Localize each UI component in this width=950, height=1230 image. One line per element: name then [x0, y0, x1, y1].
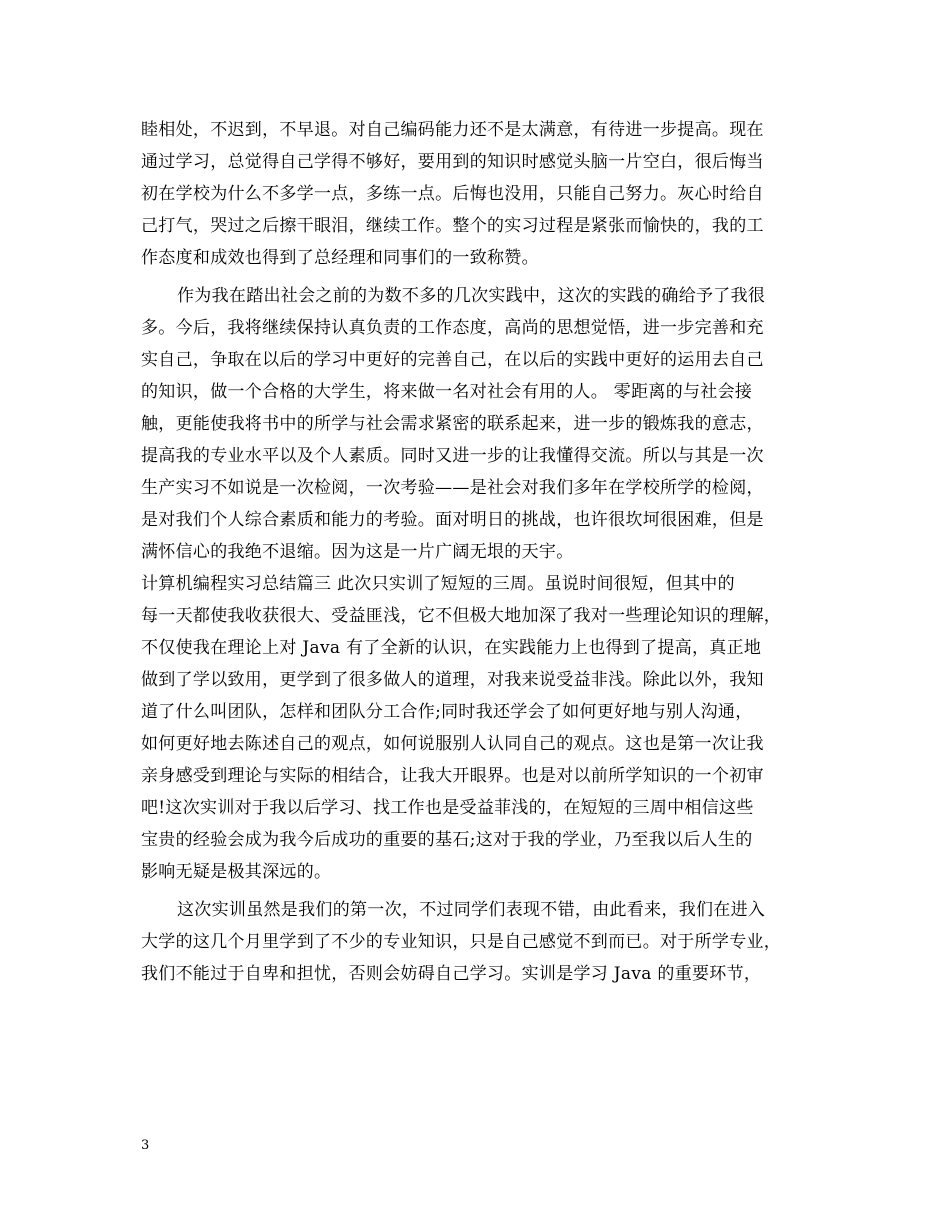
text-line: 己打气，哭过之后擦干眼泪，继续工作。整个的实习过程是紧张而愉快的，我的工	[141, 216, 764, 236]
text-line: 作态度和成效也得到了总经理和同事们的一致称赞。	[141, 248, 539, 268]
text-line: 触，更能使我将书中的所学与社会需求紧密的联系起来，进一步的锻炼我的意志，	[141, 414, 764, 434]
text-line: 吧!这次实训对于我以后学习、找工作也是受益菲浅的，在短短的三周中相信这些	[141, 798, 754, 818]
body-text	[141, 114, 821, 990]
text-line: 做到了学以致用，更学到了很多做人的道理，对我来说受益非浅。除此以外，我知	[141, 670, 764, 690]
text-line: 睦相处，不迟到，不早退。对自己编码能力还不是太满意，有待进一步提高。现在	[141, 120, 764, 140]
text-line: 影响无疑是极其深远的。	[141, 862, 332, 882]
text-line: 是对我们个人综合素质和能力的考验。面对明日的挑战，也许很坎坷很困难，但是	[141, 510, 764, 530]
text-line: 计算机编程实习总结篇三 此次只实训了短短的三周。虽说时间很短，但其中的	[141, 574, 735, 594]
text-line: 的知识，做一个合格的大学生，将来做一名对社会有用的人。 零距离的与社会接	[141, 382, 753, 402]
text-line: 初在学校为什么不多学一点，多练一点。后悔也没用，只能自己努力。灰心时给自	[141, 184, 764, 204]
text-line: 通过学习，总觉得自己学得不够好，要用到的知识时感觉头脑一片空白，很后悔当	[141, 152, 764, 172]
text-line: 亲身感受到理论与实际的相结合，让我大开眼界。也是对以前所学知识的一个初审	[141, 766, 764, 786]
paragraph	[141, 894, 821, 990]
text-line: 大学的这几个月里学到了不少的专业知识，只是自己感觉不到而已。对于所学专业，	[141, 932, 782, 952]
text-line: 如何更好地去陈述自己的观点，如何说服别人认同自己的观点。这也是第一次让我	[141, 734, 764, 754]
text-line: 道了什么叫团队，怎样和团队分工合作;同时我还学会了如何更好地与别人沟通，	[141, 702, 753, 722]
text-line: 作为我在踏出社会之前的为数不多的几次实践中，这次的实践的确给予了我很	[177, 286, 766, 306]
text-line: 宝贵的经验会成为我今后成功的重要的基石;这对于我的学业，乃至我以后人生的	[141, 830, 753, 850]
text-line: 多。今后，我将继续保持认真负责的工作态度，高尚的思想觉悟，进一步完善和充	[141, 318, 764, 338]
paragraph	[141, 568, 821, 888]
page-number: 3	[141, 1138, 150, 1153]
paragraph	[141, 114, 821, 274]
text-line: 实自己，争取在以后的学习中更好的完善自己，在以后的实践中更好的运用去自己	[141, 350, 764, 370]
text-line: 提高我的专业水平以及个人素质。同时又进一步的让我懂得交流。所以与其是一次	[141, 446, 764, 466]
text-line: 满怀信心的我绝不退缩。因为这是一片广阔无垠的天宇。	[141, 542, 574, 562]
paragraph	[141, 280, 821, 568]
text-line: 不仅使我在理论上对 Java 有了全新的认识，在实践能力上也得到了提高，真正地	[141, 638, 762, 658]
text-line: 生产实习不如说是一次检阅，一次考验——是社会对我们多年在学校所学的检阅，	[141, 478, 764, 498]
text-line: 每一天都使我收获很大、受益匪浅，它不但极大地加深了我对一些理论知识的理解，	[141, 606, 782, 626]
text-line: 我们不能过于自卑和担忧，否则会妨碍自己学习。实训是学习 Java 的重要环节，	[141, 964, 762, 984]
text-line: 这次实训虽然是我们的第一次，不过同学们表现不错，由此看来，我们在进入	[177, 900, 766, 920]
